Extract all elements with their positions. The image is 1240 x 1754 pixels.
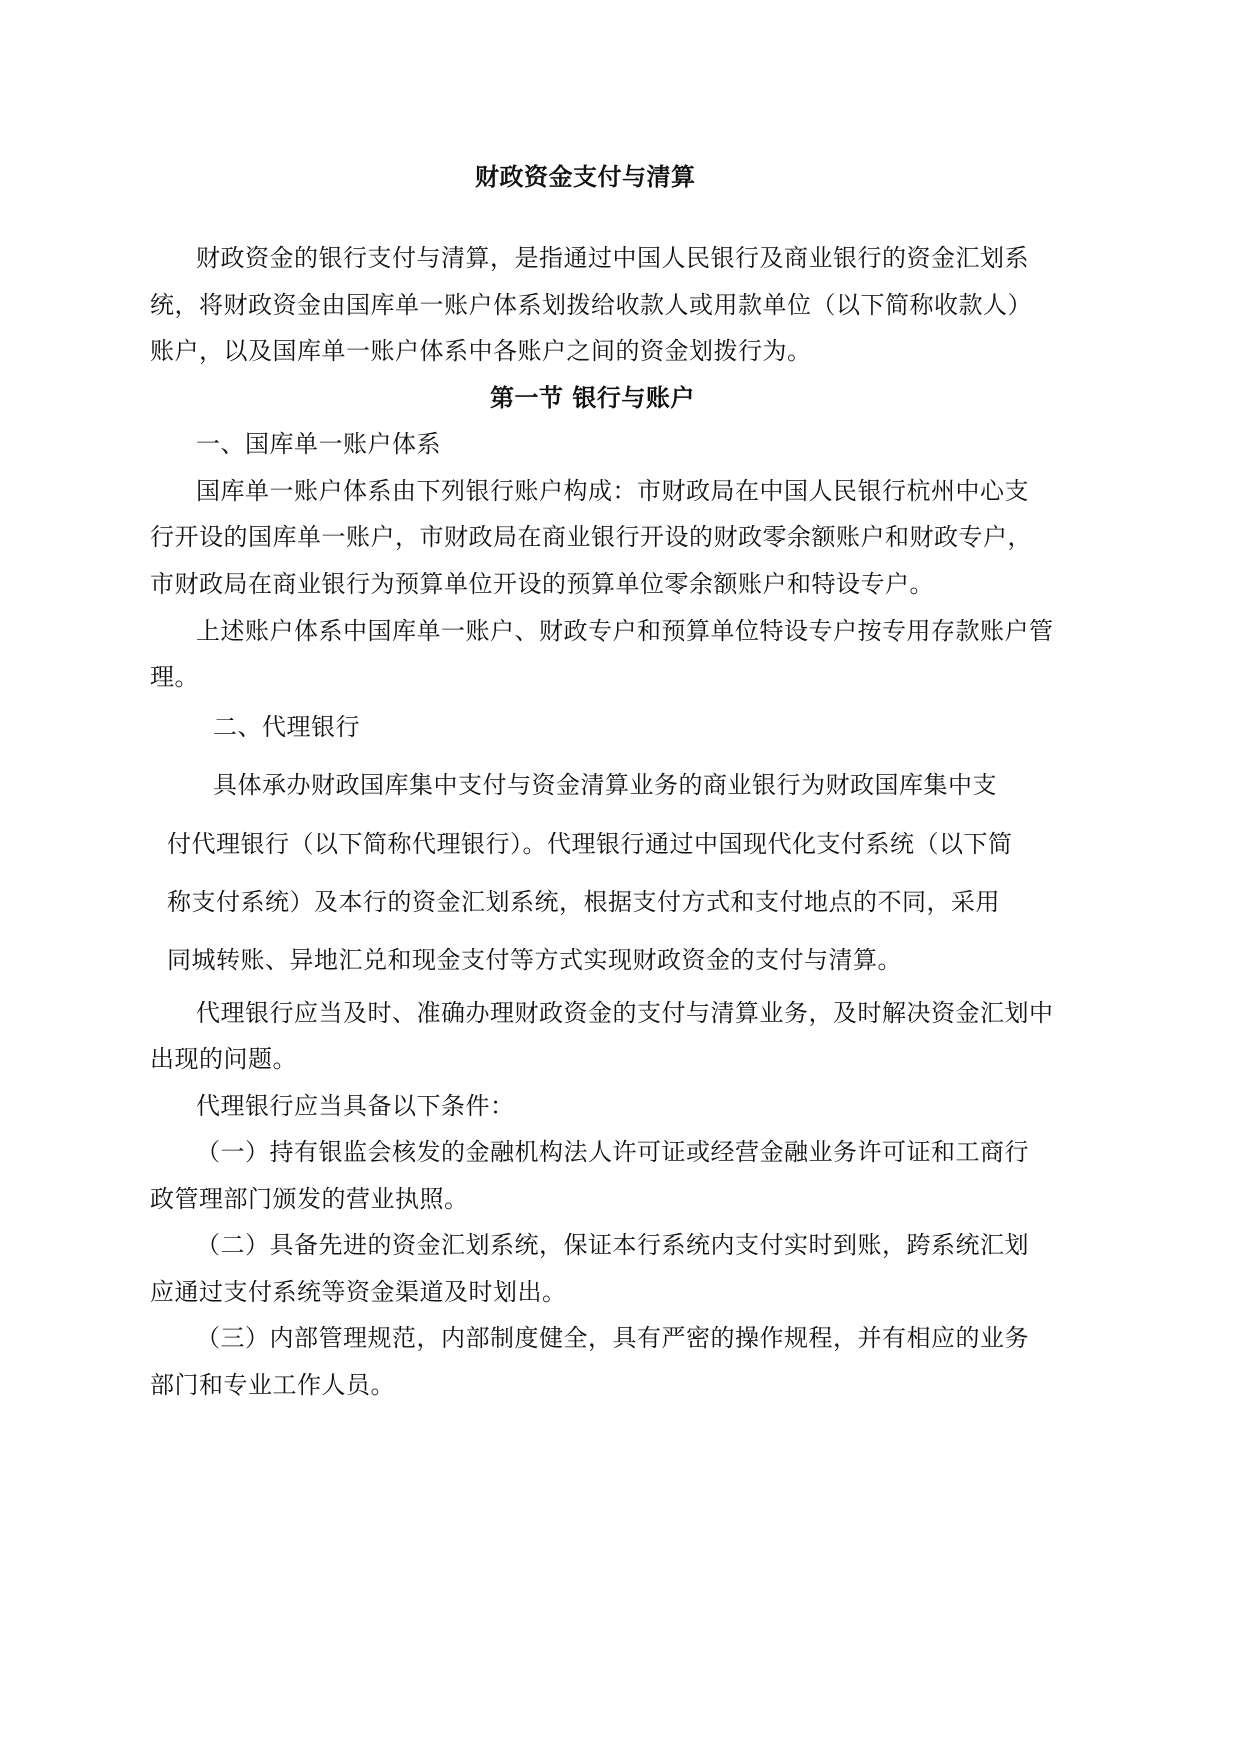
text-line: 上述账户体系中国库单一账户、财政专户和预算单位特设专户按专用存款账户管 xyxy=(196,617,1054,645)
text-line: （三）内部管理规范，内部制度健全，具有严密的操作规程，并有相应的业务 xyxy=(196,1324,1029,1352)
text-line: 代理银行应当及时、准确办理财政资金的支付与清算业务，及时解决资金汇划中 xyxy=(196,999,1054,1027)
text-line: 理。 xyxy=(150,663,199,691)
text-line: 出现的问题。 xyxy=(150,1045,297,1073)
subsection-heading-2: 二、代理银行 xyxy=(213,713,360,741)
text-line: （一）持有银监会核发的金融机构法人许可证或经营金融业务许可证和工商行 xyxy=(196,1138,1029,1166)
text-line: 财政资金的银行支付与清算，是指通过中国人民银行及商业银行的资金汇划系 xyxy=(196,244,1029,272)
text-line: 应通过支付系统等资金渠道及时划出。 xyxy=(150,1278,567,1306)
document-title: 财政资金支付与清算 xyxy=(475,163,696,191)
text-line: 付代理银行（以下简称代理银行）。代理银行通过中国现代化支付系统（以下简 xyxy=(167,830,1013,858)
text-line: 市财政局在商业银行为预算单位开设的预算单位零余额账户和特设专户。 xyxy=(150,570,934,598)
conditions-intro: 代理银行应当具备以下条件： xyxy=(196,1092,515,1120)
text-line: （二）具备先进的资金汇划系统，保证本行系统内支付实时到账，跨系统汇划 xyxy=(196,1231,1029,1259)
subsection-heading-1: 一、国库单一账户体系 xyxy=(196,430,441,458)
text-line: 称支付系统）及本行的资金汇划系统，根据支付方式和支付地点的不同，采用 xyxy=(167,888,1000,916)
section-heading: 第一节 银行与账户 xyxy=(490,384,695,412)
text-line: 政管理部门颁发的营业执照。 xyxy=(150,1185,469,1213)
text-line: 具体承办财政国库集中支付与资金清算业务的商业银行为财政国库集中支 xyxy=(213,771,997,799)
text-line: 账户，以及国库单一账户体系中各账户之间的资金划拨行为。 xyxy=(150,337,812,365)
text-line: 国库单一账户体系由下列银行账户构成：市财政局在中国人民银行杭州中心支 xyxy=(196,477,1029,505)
text-line: 部门和专业工作人员。 xyxy=(150,1371,395,1399)
text-line: 统，将财政资金由国库单一账户体系划拨给收款人或用款单位（以下简称收款人） xyxy=(150,291,1032,319)
text-line: 行开设的国库单一账户，市财政局在商业银行开设的财政零余额账户和财政专户， xyxy=(150,523,1032,551)
text-line: 同城转账、异地汇兑和现金支付等方式实现财政资金的支付与清算。 xyxy=(167,946,902,974)
